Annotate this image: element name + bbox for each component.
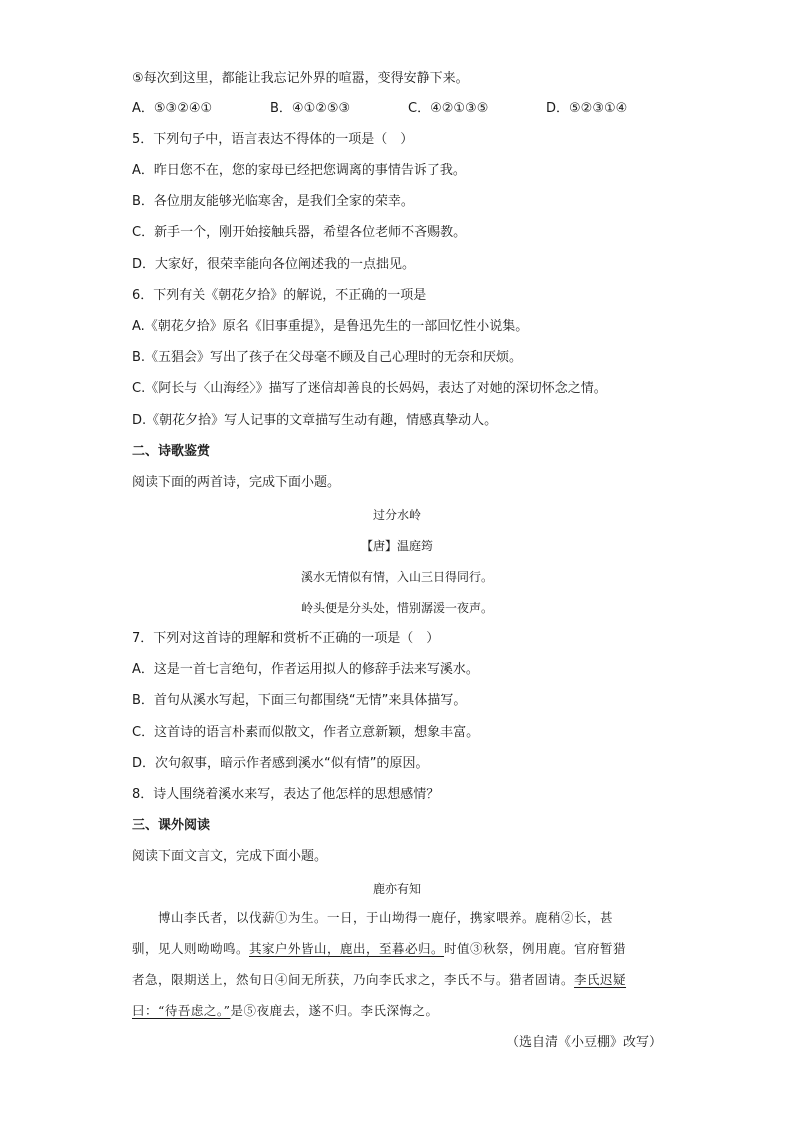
- classical-line-3-a: 者急，限期送上，然旬日④间无所获，乃向李氏求之，李氏不与。猎者固请。: [132, 972, 575, 987]
- classical-line-1: [132, 902, 662, 933]
- q4-option-a: A．⑤③②④①: [132, 101, 213, 116]
- q6-option-a: A.《朝花夕拾》原名《旧事重提》，是鲁迅先生的一部回忆性小说集。: [132, 319, 529, 334]
- q5-option-a: A．昨日您不在，您的家母已经把您调离的事情告诉了我。: [132, 163, 466, 178]
- option-line-5: ⑤每次到这里，都能让我忘记外界的喧嚣，变得安静下来。: [132, 71, 469, 86]
- q6-option-c: C.《阿长与〈山海经〉》描写了迷信却善良的长妈妈，表达了对她的深切怀念之情。: [132, 381, 607, 396]
- text-source: （选自清《小豆棚》改写）: [505, 1035, 662, 1050]
- q5-option-c: C．新手一个，刚开始接触兵器，希望各位老师不吝赐教。: [132, 225, 467, 240]
- q7-option-d: D．次句叙事，暗示作者感到溪水“似有情”的原因。: [132, 756, 429, 771]
- classical-line-4: [132, 995, 662, 1026]
- q4-option-b: B．④①②⑤③: [270, 101, 351, 116]
- classical-line-2-underlined: 其家户外皆山，鹿出，至暮必归。: [249, 941, 445, 956]
- q7-option-c: C．这首诗的语言朴素而似散文，作者立意新颖，想象丰富。: [132, 725, 480, 740]
- q6-option-d: D.《朝花夕拾》写人记事的文章描写生动有趣，情感真挚动人。: [132, 413, 498, 428]
- question-8: 8．诗人围绕着溪水来写，表达了他怎样的思想感情？: [132, 787, 440, 802]
- classical-line-2-a: 驯，见人则呦呦鸣。: [132, 941, 250, 956]
- q5-option-b: B．各位朋友能够光临寒舍，是我们全家的荣幸。: [132, 194, 414, 209]
- classical-line-2-c: 时值③秋祭，例用鹿。官府暂猎: [444, 941, 627, 956]
- q4-option-c: C．④②①③⑤: [408, 101, 489, 116]
- classical-line-3: [132, 964, 662, 995]
- poem-author: 【唐】温庭筠: [360, 539, 433, 553]
- q7-option-a: A．这是一首七言绝句，作者运用拟人的修辞手法来写溪水。: [132, 662, 479, 677]
- q7-option-b: B．首句从溪水写起，下面三句都围绕“无情”来具体描写。: [132, 693, 467, 708]
- question-7: 7．下列对这首诗的理解和赏析不正确的一项是（ ）: [132, 631, 440, 646]
- classical-text: [132, 902, 662, 1026]
- classical-line-3-underlined: 李氏迟疑: [574, 972, 627, 987]
- section-2-intro: 阅读下面的两首诗，完成下面小题。: [132, 475, 341, 490]
- q4-option-d: D．⑤②③①④: [546, 101, 628, 116]
- section-3-heading: 三、课外阅读: [132, 818, 211, 833]
- q4-options: [132, 100, 672, 118]
- poem-title: 过分水岭: [372, 508, 421, 522]
- section-3-intro: 阅读下面文言文，完成下面小题。: [132, 849, 328, 864]
- question-6: 6．下列有关《朝花夕拾》的解说，不正确的一项是: [132, 288, 427, 303]
- classical-line-4-b: 是⑤夜鹿去，遂不归。李氏深悔之。: [230, 1003, 439, 1018]
- classical-line-1-text: 博山李氏者，以伐薪①为生。一日，于山坳得一鹿仔，携家喂养。鹿稍②长，甚: [158, 910, 614, 925]
- classical-text-title: 鹿亦有知: [372, 882, 421, 896]
- section-2-heading: 二、诗歌鉴赏: [132, 444, 211, 459]
- poem-line-1: 溪水无情似有情，入山三日得同行。: [300, 570, 493, 584]
- q5-option-d: D．大家好，很荣幸能向各位阐述我的一点拙见。: [132, 257, 416, 272]
- classical-line-4-underlined: 曰：“待吾虑之。”: [132, 1003, 231, 1018]
- question-5: 5．下列句子中，语言表达不得体的一项是（ ）: [132, 132, 414, 147]
- classical-line-2: [132, 933, 662, 964]
- q6-option-b: B.《五猖会》写出了孩子在父母毫不顾及自己心理时的无奈和厌烦。: [132, 350, 523, 365]
- poem-line-2: 岭头便是分头处，惜别潺湲一夜声。: [300, 601, 493, 615]
